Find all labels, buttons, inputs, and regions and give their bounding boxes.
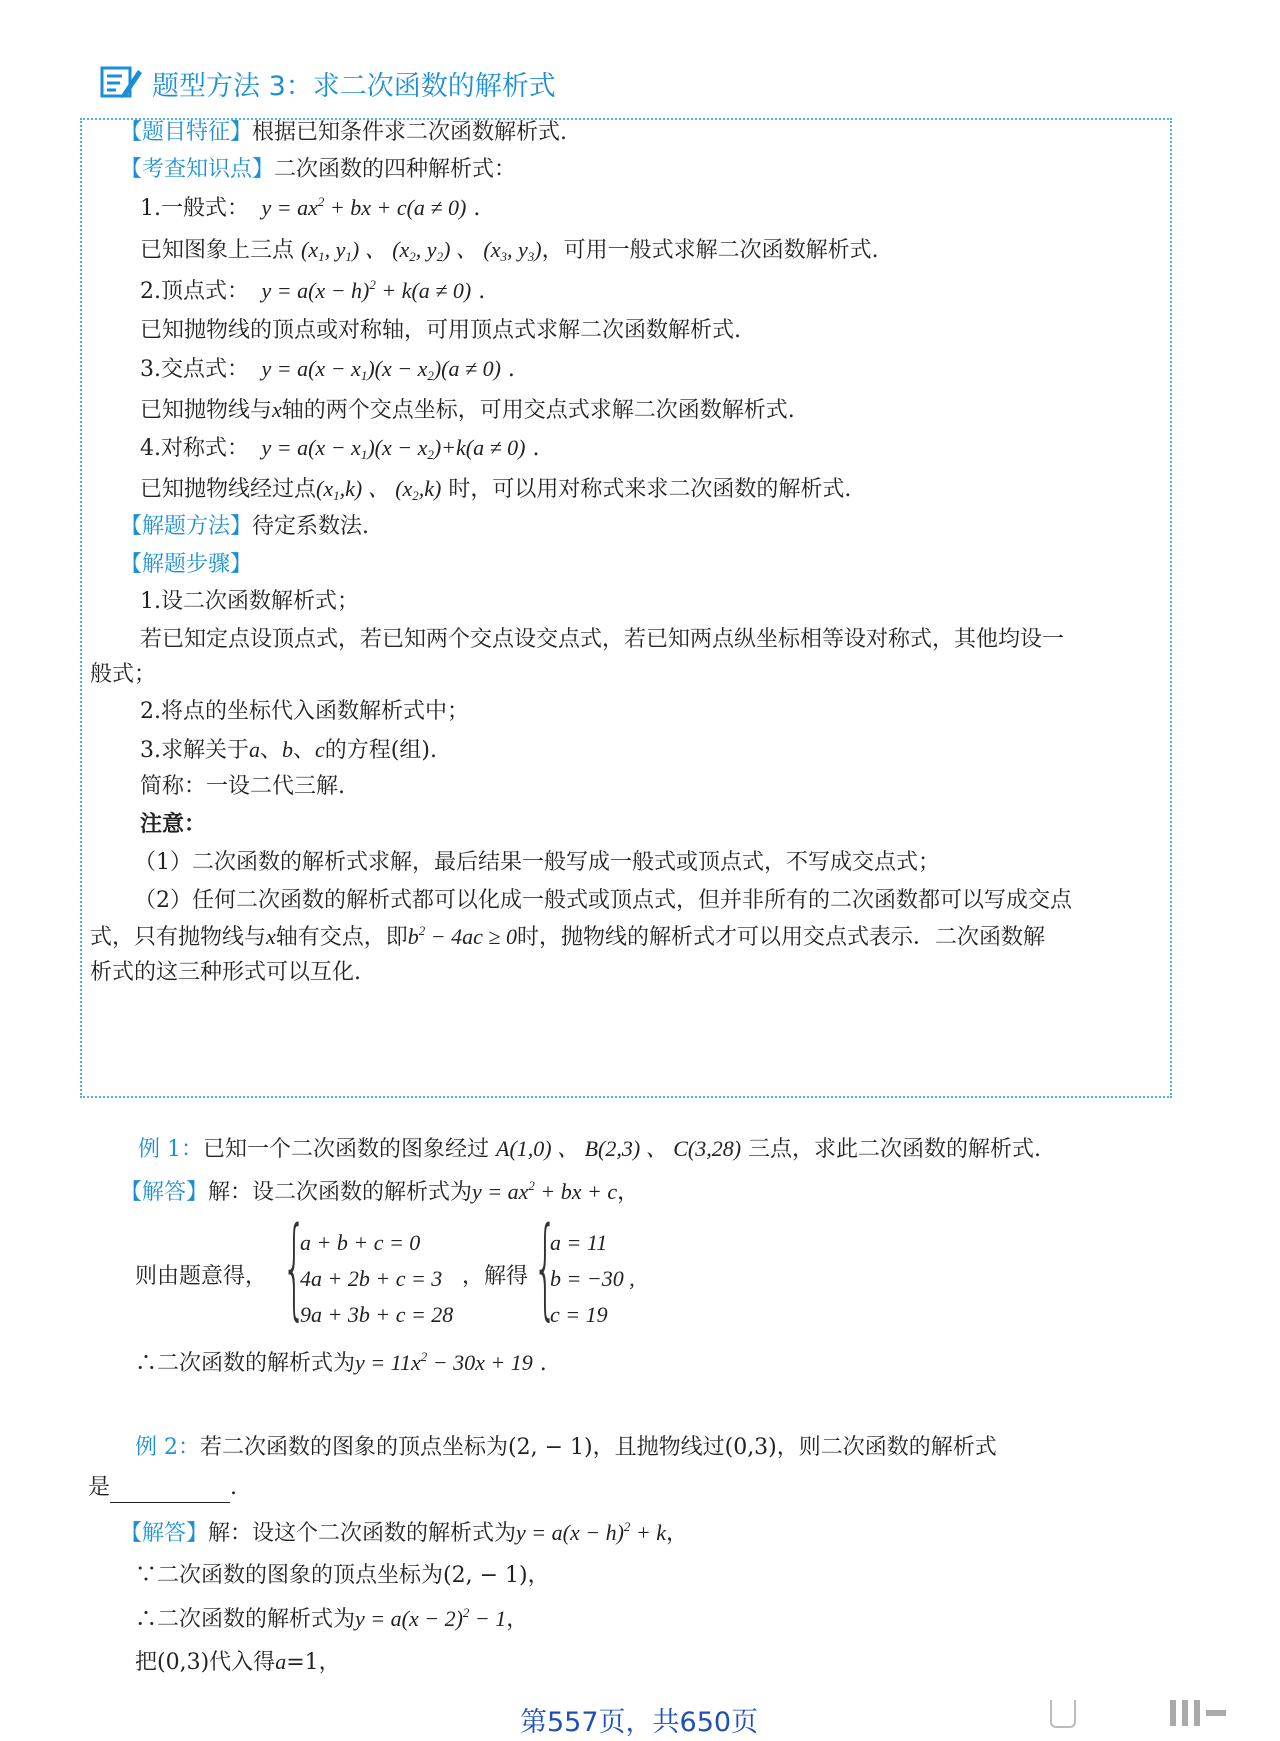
example1-points: A(1,0) 、 B(2,3) 、 C(3,28) <box>496 1136 742 1161</box>
left-brace-2: { <box>533 1203 558 1331</box>
note1: （1）二次函数的解析式求解，最后结果一般写成一般式或顶点式，不写成交点式； <box>134 850 940 875</box>
form1-label: 1.一般式： <box>140 196 249 221</box>
example2-text-b: ，且抛物线过 <box>592 1435 725 1460</box>
form3-desc: 已知抛物线与x轴的两个交点坐标，可用交点式求解二次函数解析式. <box>140 397 795 423</box>
form4-line: 4.对称式： $y = a(x - x_1)(x - x_2)+k(a \ne 0)$ . <box>140 435 540 462</box>
note2-b3: 时，抛物线的解析式才可以用交点式表示．二次函数解 <box>516 925 1045 950</box>
form4-text-a: 已知抛物线经过点 <box>140 477 317 502</box>
form3-label: 3.交点式： <box>140 357 249 382</box>
step3: 3.求解关于a、b、c的方程(组). <box>140 737 437 763</box>
step3-a: 3.求解关于 <box>140 738 249 763</box>
example1-conclusion: ∴二次函数的解析式为$y = 11x^2 - 30x + 19$ . <box>135 1349 547 1376</box>
example2-line4-b: 代入得 <box>209 1650 276 1675</box>
form1-desc <box>140 235 879 266</box>
example1-text-b: 三点，求此二次函数的解析式. <box>748 1137 1042 1162</box>
form3-line: 3.交点式： $y = a(x - x_1)(x - x_2)(a \ne 0)$ . <box>140 356 515 383</box>
form1-text: 已知图象上三点 <box>140 238 295 263</box>
feature-text: 根据已知条件求二次函数解析式. <box>252 120 568 145</box>
example2-question: 例 2：若二次函数的图象的顶点坐标为(2, − 1)，且抛物线过(0,3)，则二次函数的解析式 <box>135 1435 997 1460</box>
example2-answer-a: 解：设这个二次函数的解析式为 <box>208 1521 517 1546</box>
form3-formula: $y = a(x - x_1)(x - x_2)(a \ne 0)$ <box>256 356 501 383</box>
example1-system-prefix: 则由题意得， <box>135 1264 268 1289</box>
example2-label: 例 2： <box>135 1435 200 1460</box>
section-title: 题型方法 3：求二次函数的解析式 <box>152 71 556 102</box>
example1-label: 例 1： <box>138 1137 203 1162</box>
form1-text2: ，可用一般式求解二次函数解析式. <box>541 238 879 263</box>
step1-detail-b: 般式； <box>90 662 157 687</box>
example2-answer: 【解答】解：设这个二次函数的解析式为$y = a(x - h)^2 + k$， <box>120 1519 689 1546</box>
note2-b1: 式，只有抛物线与 <box>90 925 267 950</box>
example2-line3-text: ∴二次函数的解析式为 <box>135 1607 356 1632</box>
step1: 1.设二次函数解析式； <box>140 589 359 614</box>
step3-b: 的方程(组). <box>324 738 437 763</box>
step2: 2.将点的坐标代入函数解析式中； <box>140 699 469 724</box>
example2-line3: ∴二次函数的解析式为$y = a(x - 2)^2 - 1$， <box>135 1605 529 1632</box>
note2-b: 式，只有抛物线与x轴有交点，即$b^2 - 4ac \ge 0$时，抛物线的解析式才可以用交点式表示．二次函数解 <box>90 923 1045 950</box>
example1-answer-tag: 【解答】 <box>120 1180 209 1205</box>
form2-line: 2.顶点式： $y = a(x - h)^2 + k(a \ne 0)$ . <box>140 277 486 304</box>
note-title: 注意： <box>140 812 207 837</box>
example1-answer: 【解答】解：设二次函数的解析式为$y = ax^2$ + bx + c， <box>120 1178 640 1205</box>
method-line <box>120 512 369 542</box>
example1-question <box>138 1134 1041 1165</box>
example1-answer-a: 解：设二次函数的解析式为 <box>208 1180 473 1205</box>
equation-system: a + b + c = 0 4a + 2b + c = 3 9a + 3b + c = 28 <box>300 1230 454 1327</box>
scroll-bars-icon <box>1170 1700 1230 1726</box>
discriminant-formula: $b^2 - 4ac \ge 0$ <box>407 923 517 949</box>
form1-formula: $y = ax^2$ + bx + c(a ≠ 0) <box>256 194 467 220</box>
form1-line: 1.一般式： $y = ax^2$ + bx + c(a ≠ 0) . <box>140 194 481 221</box>
example2-text-d: 是 <box>88 1475 111 1500</box>
example1-conclusion-text: ∴二次函数的解析式为 <box>135 1351 356 1376</box>
example2-text-c: ，则二次函数的解析式 <box>776 1435 997 1460</box>
form4-text-b: 时，可以用对称式来求二次函数的解析式. <box>448 477 852 502</box>
note2-b2: 轴有交点，即 <box>275 925 408 950</box>
short-summary: 简称：一设二代三解. <box>140 774 345 799</box>
knowledge-line <box>120 155 516 185</box>
form1-points: ($x_1$, $y_1$) 、 ($x_2$, $y_2$) 、 ($x_3$, $y_3$) <box>301 237 542 264</box>
feature-line <box>120 118 567 148</box>
knowledge-tag: 【考查知识点】 <box>120 157 275 182</box>
example2-line2-text: ∵二次函数的图象的顶点坐标为 <box>135 1563 444 1588</box>
method-tag: 【解题方法】 <box>120 514 253 539</box>
steps-tag: 【解题步骤】 <box>120 552 253 577</box>
example2-line4: 把(0,3)代入得a=1， <box>135 1649 341 1675</box>
note2-c: 析式的这三种形式可以互化. <box>90 960 361 985</box>
step1-detail-a: 若已知定点设顶点式，若已知两个交点设交点式，若已知两点纵坐标相等设对称式，其他均设一 <box>140 627 1065 652</box>
left-brace-1: { <box>282 1203 307 1331</box>
method-text: 待定系数法. <box>252 514 370 539</box>
knowledge-text: 二次函数的四种解析式： <box>274 157 517 182</box>
example2-line2: ∵二次函数的图象的顶点坐标为(2, − 1)， <box>135 1563 550 1588</box>
example2-answer-tag: 【解答】 <box>120 1521 209 1546</box>
example2-blank-line: 是 . <box>88 1473 237 1503</box>
form2-formula: $y = a(x - h)^2 + k(a \ne 0)$ <box>256 277 472 303</box>
example2-line4-a: 把 <box>135 1650 158 1675</box>
form2-label: 2.顶点式： <box>140 279 249 304</box>
solve-word: ，解得 <box>462 1264 529 1289</box>
note2-a: （2）任何二次函数的解析式都可以化成一般式或顶点式，但并非所有的二次函数都可以写成交点 <box>134 888 1073 913</box>
form4-formula: $y = a(x - x_1)(x - x_2)+k(a \ne 0)$ <box>256 435 526 462</box>
example2-text-a: 若二次函数的图象的顶点坐标为 <box>200 1435 509 1460</box>
form4-label: 4.对称式： <box>140 436 249 461</box>
scroll-bracket-icon <box>1050 1700 1076 1728</box>
page-counter: 第557页，共650页 <box>520 1707 759 1738</box>
form3-text-a: 已知抛物线与 <box>140 398 273 423</box>
answer-blank <box>110 1480 230 1503</box>
example1-text-a: 已知一个二次函数的图象经过 <box>203 1137 490 1162</box>
form3-text-b: 轴的两个交点坐标，可用交点式求解二次函数解析式. <box>281 398 795 423</box>
form2-text: 已知抛物线的顶点或对称轴，可用顶点式求解二次函数解析式. <box>140 318 741 343</box>
solution-system: a = 11 b = −30 , c = 19 <box>550 1230 635 1327</box>
form4-desc: 已知抛物线经过点$(x_1,k)$ 、 $(x_2,k)$ 时，可以用对称式来求二次函数的解析式. <box>140 476 852 503</box>
feature-tag: 【题目特征】 <box>120 120 253 145</box>
